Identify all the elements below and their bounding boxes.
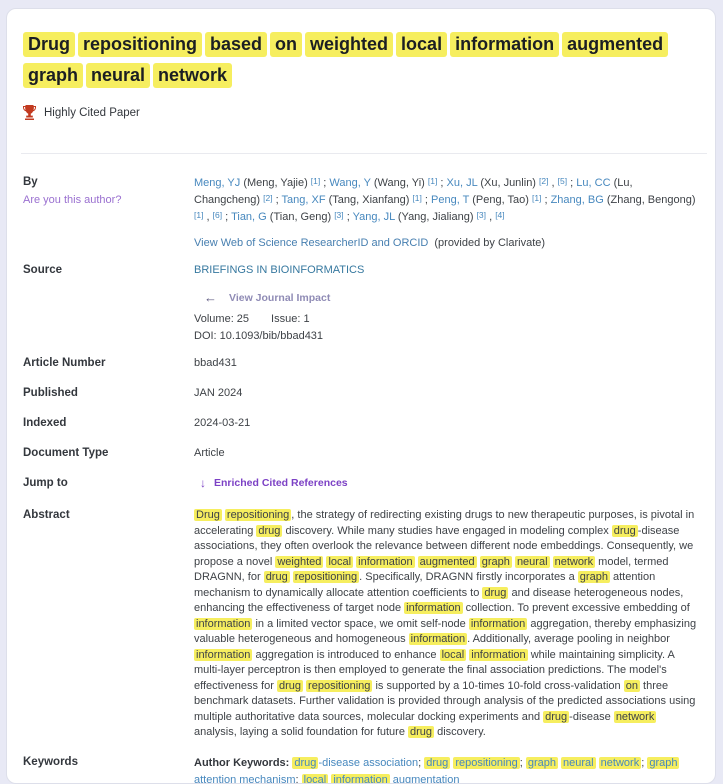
issue-value: Issue: 1 bbox=[271, 313, 310, 325]
doi-value: DOI: 10.1093/bib/bbad431 bbox=[194, 329, 697, 344]
document-type-value: Article bbox=[194, 446, 699, 460]
volume-issue-line bbox=[194, 312, 697, 327]
field-row-abstract bbox=[23, 508, 699, 741]
article-title: Drug repositioning based on weighted local information augmentedgraph neural network bbox=[23, 31, 695, 93]
jump-to-label: Jump to bbox=[23, 476, 194, 490]
published-label: Published bbox=[23, 386, 194, 400]
researcherid-orcid-link[interactable]: View Web of Science ResearcherID and ORCID bbox=[194, 237, 428, 249]
abstract-label: Abstract bbox=[23, 508, 194, 741]
field-row-indexed bbox=[23, 416, 699, 430]
view-journal-impact-label: View Journal Impact bbox=[229, 292, 330, 304]
field-row-jump-to bbox=[23, 476, 699, 490]
field-row-article-number bbox=[23, 356, 699, 370]
field-row-by bbox=[23, 175, 699, 250]
highly-cited-badge bbox=[23, 105, 699, 120]
highly-cited-label: Highly Cited Paper bbox=[44, 107, 140, 119]
field-row-document-type bbox=[23, 446, 699, 460]
down-arrow-icon: ↓ bbox=[200, 476, 206, 490]
by-label: By bbox=[23, 175, 194, 189]
author-keywords-links[interactable]: Author Keywords: drug -disease association; drug repositioning ; graph neural network ; graph attention mechanism; local information augmentation bbox=[194, 755, 699, 784]
are-you-this-author-link[interactable]: Are you this author? bbox=[23, 193, 194, 207]
header-divider bbox=[21, 153, 707, 154]
source-label: Source bbox=[23, 263, 194, 344]
field-row-source bbox=[23, 263, 699, 344]
journal-title-link[interactable]: BRIEFINGS IN BIOINFORMATICS bbox=[194, 263, 697, 277]
authors-links[interactable]: Meng, YJ (Meng, Yajie) [1] ; Wang, Y (Wang, Yi) [1] ; Xu, JL (Xu, Junlin) [2] , [5] ; Lu, CC (Lu, Changcheng) [2] ; Tang, XF (Tang, Xianfang) [1] ; Peng, T (Peng, Tao) [1] ; Zhang, BG (Zhang, Bengong) [1] , [6] ; Tian, G (Tian, Geng) [3] ; Yang, JL (Yang, Jialiang) [3] , [4] bbox=[194, 175, 697, 226]
enriched-cited-references-link[interactable] bbox=[194, 476, 697, 490]
field-row-published bbox=[23, 386, 699, 400]
by-label-column bbox=[23, 175, 194, 250]
article-number-label: Article Number bbox=[23, 356, 194, 370]
abstract-text: Drug repositioning , the strategy of redirecting existing drugs to new therapeutic purposes, is pivotal in accelerating drug discovery. While many studies have engaged in modeling complex drug -disease associations, they often overlook the relevance between different node embeddings. Consequently, we propose a novel weighted local information augmented graph neural network model, termed DRAGNN, for drug repositioning . Specifically, DRAGNN firstly incorporates a graph attention mechanism to dynamically allocate attention coefficients to drug and disease heterogeneous nodes, enhancing the effectiveness of target node information collection. To prevent excessive embedding of information in a limited vector space, we omit self-node information aggregation, thereby emphasizing valuable heterogeneous and homogeneous information . Additionally, average pooling in neighbor information aggregation is introduced to enhance local information while maintaining simplicity. A multi-layer perceptron is then employed to generate the final association predictions. The model's effectiveness for drug repositioning is supported by a 10-times 10-fold cross-validation on three benchmark datasets. Further validation is provided through analysis of the predicted associations using multiple authoritative data sources, molecular docking experiments and drug -disease network analysis, laying a solid foundation for future drug discovery. bbox=[194, 508, 699, 741]
view-journal-impact-link[interactable] bbox=[194, 290, 697, 305]
keywords-label: Keywords bbox=[23, 755, 194, 784]
enriched-cited-references-label: Enriched Cited References bbox=[214, 477, 348, 489]
trophy-icon bbox=[23, 105, 36, 120]
article-number-value: bbad431 bbox=[194, 356, 699, 370]
article-record-card bbox=[6, 8, 716, 784]
provided-by-clarivate: (provided by Clarivate) bbox=[434, 237, 545, 249]
indexed-label: Indexed bbox=[23, 416, 194, 430]
document-type-label: Document Type bbox=[23, 446, 194, 460]
published-value: JAN 2024 bbox=[194, 386, 699, 400]
volume-value: Volume: 25 bbox=[194, 313, 249, 325]
field-row-keywords bbox=[23, 755, 699, 784]
left-arrow-icon: ← bbox=[204, 290, 217, 305]
indexed-value: 2024-03-21 bbox=[194, 416, 699, 430]
